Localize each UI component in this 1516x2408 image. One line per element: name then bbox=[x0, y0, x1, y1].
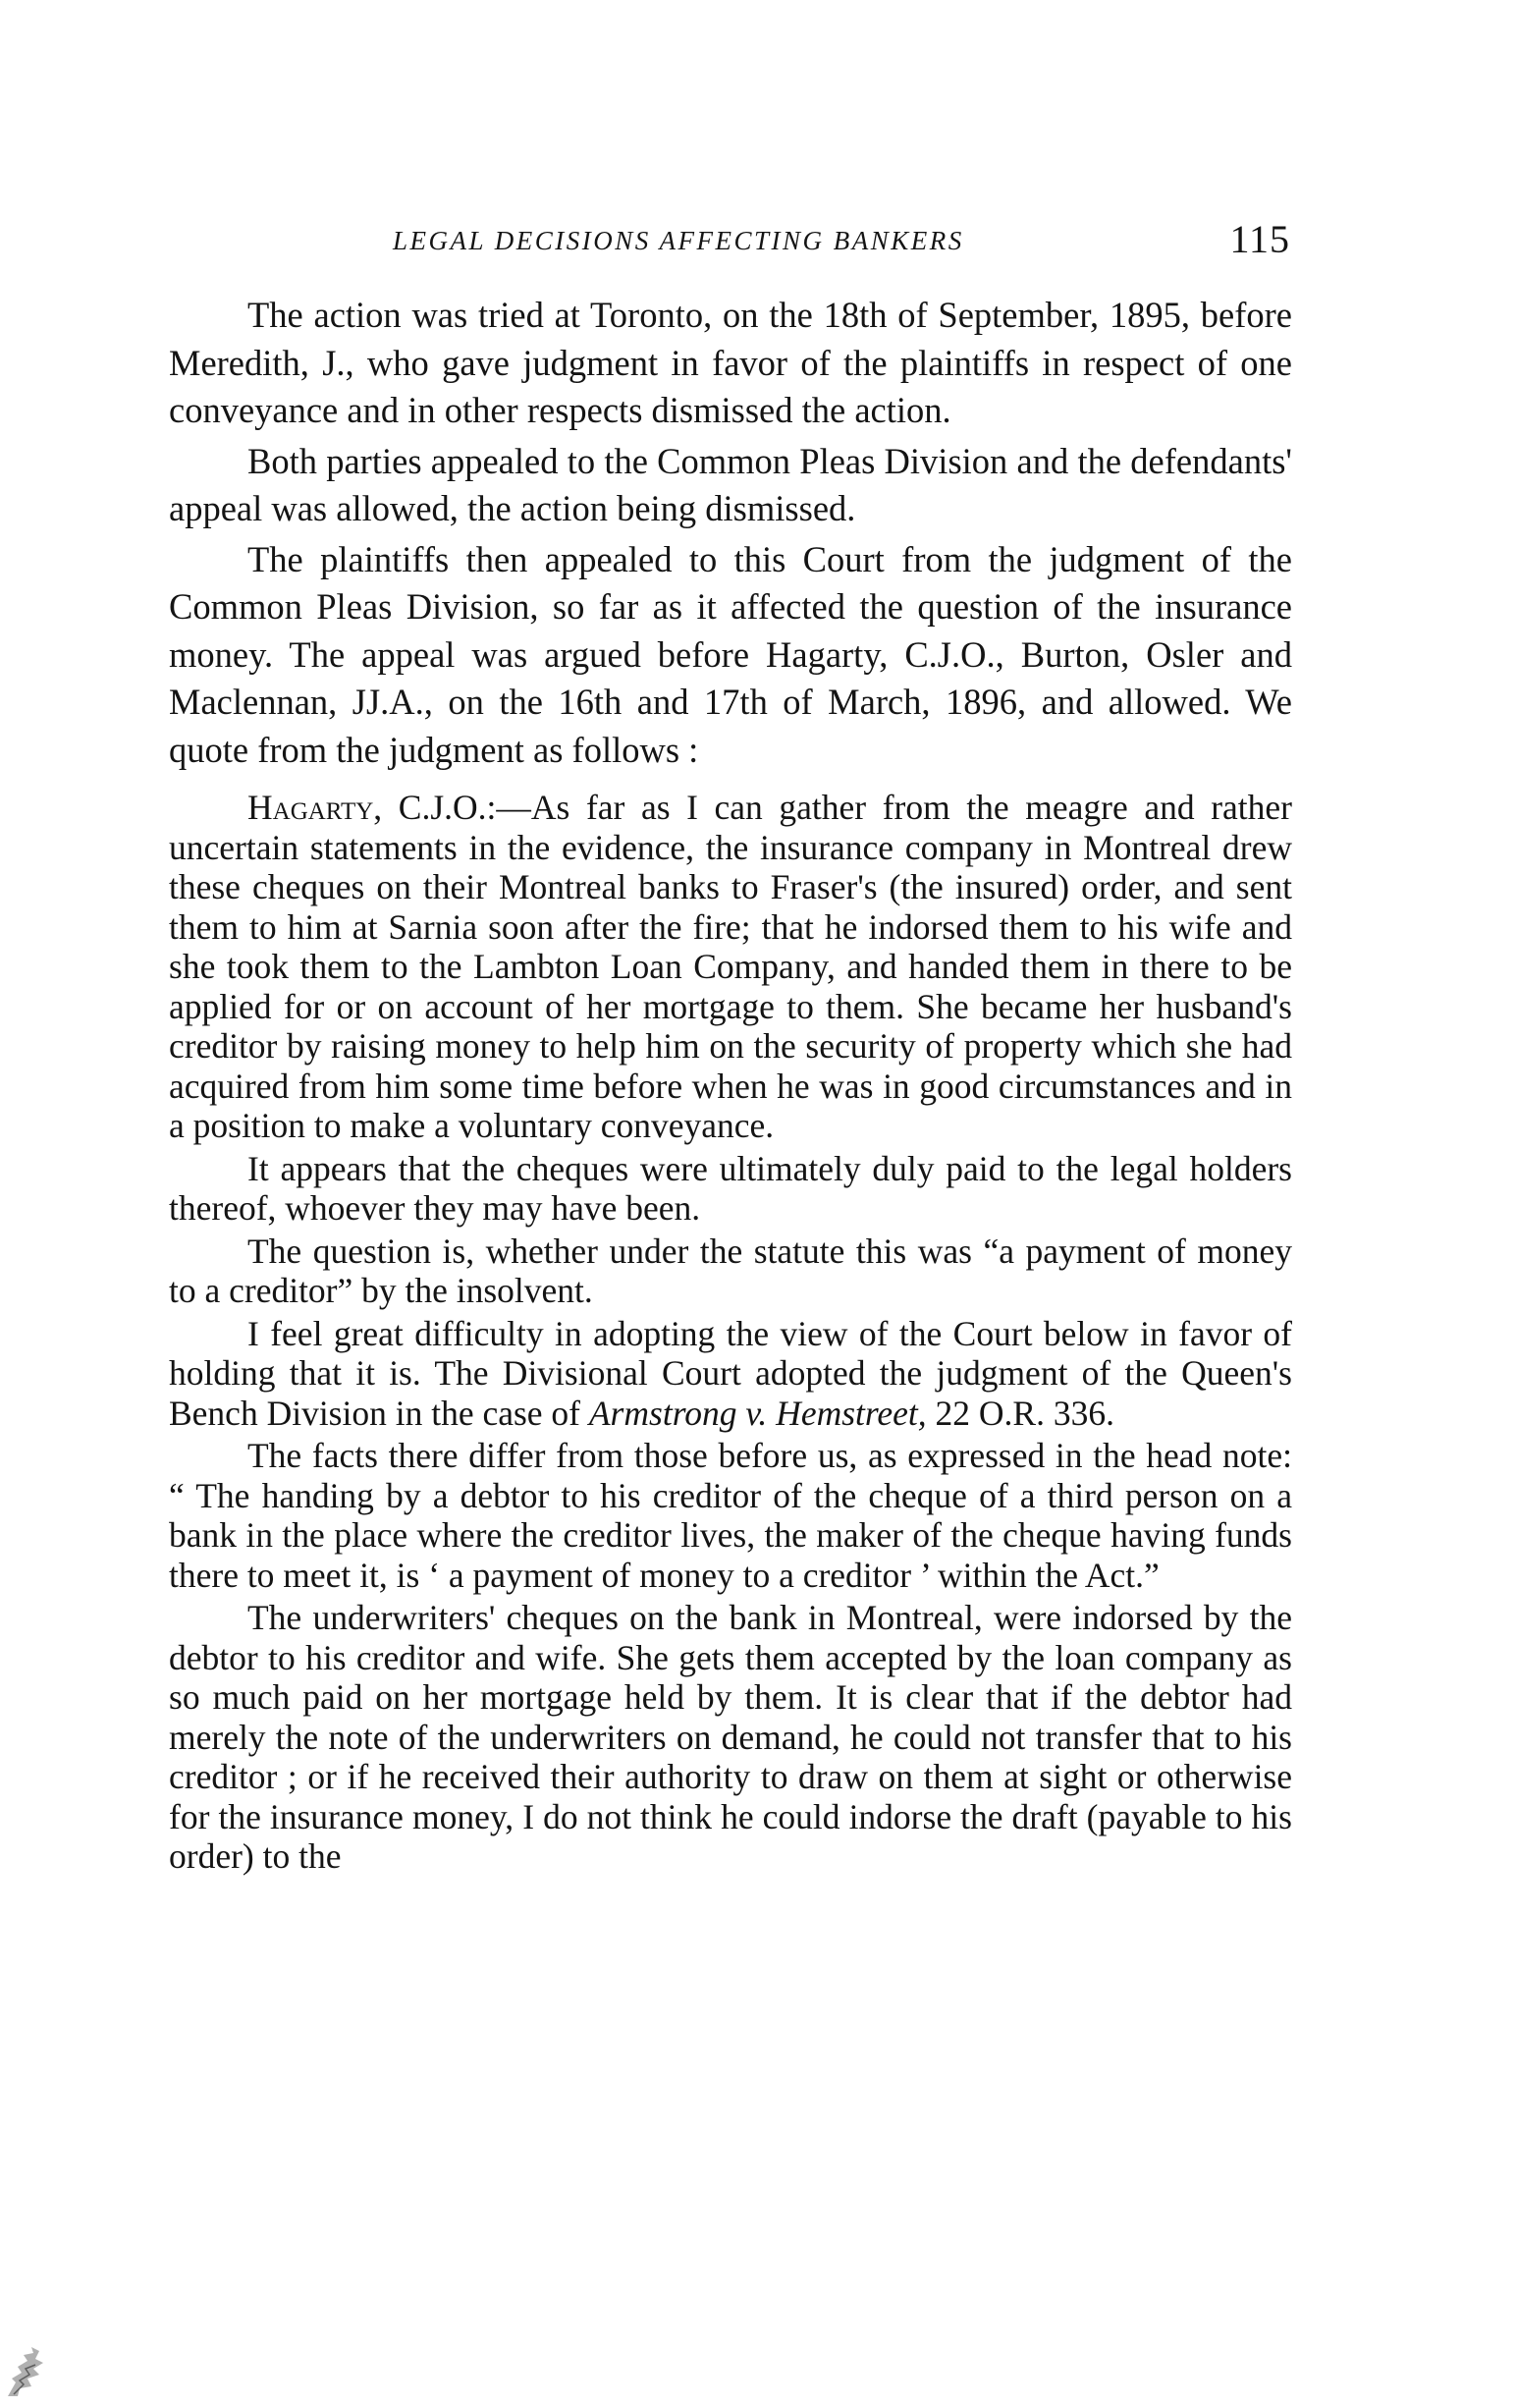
page-number: 115 bbox=[1229, 217, 1290, 261]
judgment-paragraph-1 bbox=[169, 788, 1292, 1146]
judgment-text-4b: 22 O.R. 336. bbox=[926, 1393, 1114, 1433]
judgment-paragraph-5: The facts there differ from those before us, as expressed in the head note: “ The handing by a debtor to his creditor of the cheque of a third person on a bank in the place where the creditor lives, the maker of the cheque having funds there to meet it, is ‘ a payment of money to a creditor ’ within the Act.” bbox=[169, 1436, 1292, 1595]
judgment-paragraph-3: The question is, whether under the statute this was “a payment of money to a creditor” by the insolvent. bbox=[169, 1231, 1292, 1310]
running-head bbox=[169, 217, 1298, 271]
case-citation-name: Armstrong v. Hemstreet, bbox=[588, 1393, 927, 1433]
judge-name: Hagarty, C.J.O. bbox=[247, 788, 487, 827]
paragraph-trial: The action was tried at Toronto, on the 18th of September, 1895, before Meredith, J., who gave judgment in favor of the plaintiffs in respect of one conveyance and in other respects dismissed the action. bbox=[169, 295, 1292, 430]
running-title: LEGAL DECISIONS AFFECTING BANKERS bbox=[393, 226, 964, 255]
paragraph-appeal-court: The plaintiffs then appealed to this Court from the judgment of the Common Pleas Division, so far as it affected the question of the insurance money. The appeal was argued before Hagarty, C.J.O., Burton, Osler and Maclennan, JJ.A., on the 16th and 17th of March, 1896, and allowed. We quote from the judgment as follows : bbox=[169, 538, 1292, 770]
judgment-paragraph-6: The underwriters' cheques on the bank in Montreal, were indorsed by the debtor to his creditor and wife. She gets them accepted by the loan company as so much paid on her mortgage held by them. It is clear that if the debtor had merely the note of the underwriters on demand, he could not transfer that to his creditor ; or if he received their authority to draw on them at sight or otherwise for the insurance money, I do not think he could indorse the draft (payable to his order) to the bbox=[169, 1598, 1292, 1876]
judgment-text-1: :—As far as I can gather from the meagre and rather uncertain statements in the evidence, the insurance company in Montreal drew these cheques on their Montreal banks to Fraser's (the insured) order, and sent them to him at Sarnia soon after the fire; that he indorsed them to his wife and she took them to the Lambton Loan Company, and handed them in there to be applied for or on account of her mortgage to them. She became her husband's creditor by raising money to help him on the security of property which she had acquired from him some time before when he was in good circumstances and in a position to make a voluntary conveyance. bbox=[169, 788, 1292, 1145]
judgment-paragraph-4 bbox=[169, 1314, 1292, 1434]
judgment-text-4a: I feel great difficulty in adopting the view of the Court below in favor of holding that it is. The Divisional Court adopted the judgment of the Queen's Bench Division in the case of bbox=[169, 1313, 1292, 1433]
judgment-paragraph-2: It appears that the cheques were ultimately duly paid to the legal holders thereof, whoever they may have been. bbox=[169, 1148, 1292, 1228]
body-text bbox=[169, 292, 1292, 1880]
paragraph-appeal-divisional: Both parties appealed to the Common Pleas Division and the defendants' appeal was allowed, the action being dismissed. bbox=[169, 440, 1292, 528]
judgment-quote bbox=[169, 788, 1292, 1877]
scan-artifact-speck bbox=[6, 2339, 57, 2398]
